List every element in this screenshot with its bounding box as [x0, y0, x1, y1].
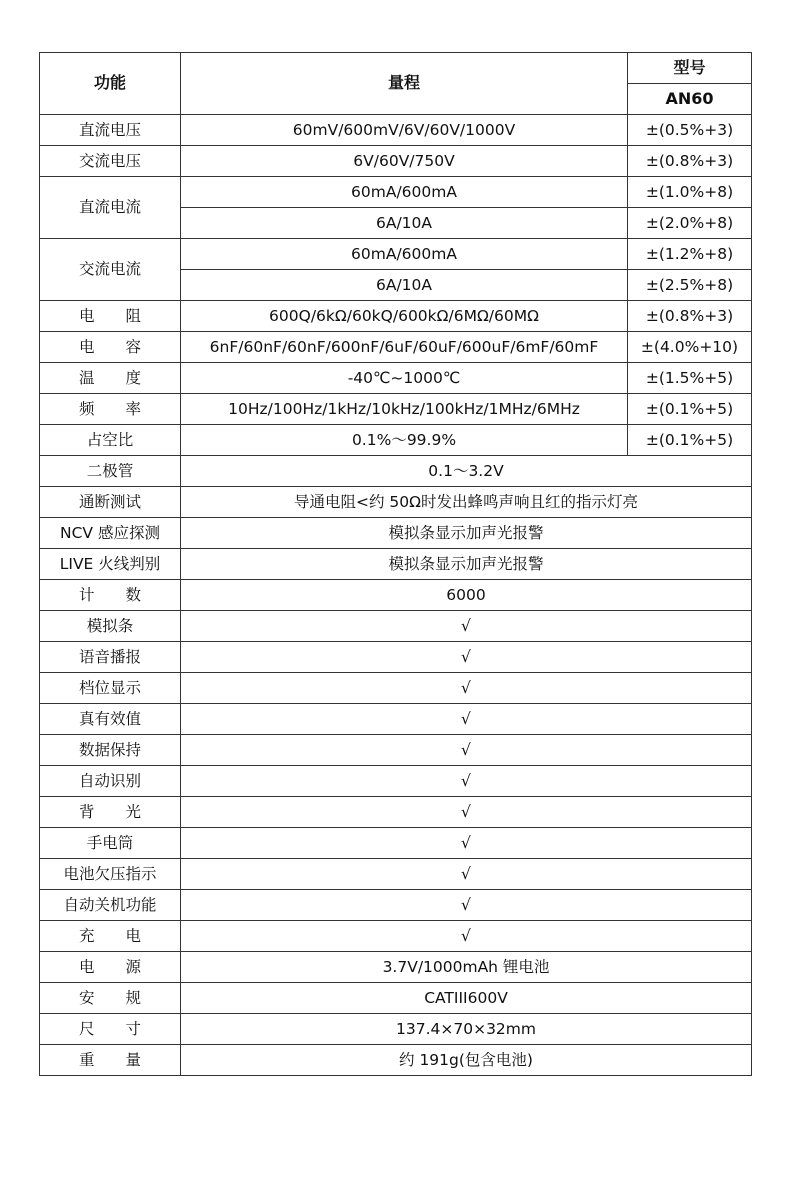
feature-name: LIVE 火线判别	[40, 549, 181, 580]
table-row	[40, 177, 752, 208]
feature-row	[40, 611, 752, 642]
feature-value: √	[181, 673, 752, 704]
feature-name: 二极管	[40, 456, 181, 487]
row-name: 电 容	[40, 332, 181, 363]
feature-name: 计 数	[40, 580, 181, 611]
feature-row	[40, 983, 752, 1014]
row-range: 0.1%～99.9%	[181, 425, 628, 456]
spec-table	[39, 52, 752, 1076]
feature-name: 安 规	[40, 983, 181, 1014]
row-name: 温 度	[40, 363, 181, 394]
feature-name: 自动关机功能	[40, 890, 181, 921]
row-accuracy: ±(4.0%+10)	[628, 332, 752, 363]
row-name: 直流电压	[40, 115, 181, 146]
row-accuracy: ±(1.2%+8)	[628, 239, 752, 270]
feature-row	[40, 797, 752, 828]
feature-row	[40, 735, 752, 766]
feature-value: 3.7V/1000mAh 锂电池	[181, 952, 752, 983]
header-range: 量程	[181, 53, 628, 115]
feature-row	[40, 518, 752, 549]
feature-name: 手电筒	[40, 828, 181, 859]
feature-name: 背 光	[40, 797, 181, 828]
feature-value: 模拟条显示加声光报警	[181, 518, 752, 549]
row-range: 10Hz/100Hz/1kHz/10kHz/100kHz/1MHz/6MHz	[181, 394, 628, 425]
row-range: 6V/60V/750V	[181, 146, 628, 177]
table-row	[40, 394, 752, 425]
row-range: 6A/10A	[181, 208, 628, 239]
feature-value: 6000	[181, 580, 752, 611]
feature-name: 充 电	[40, 921, 181, 952]
row-accuracy: ±(0.1%+5)	[628, 425, 752, 456]
table-row	[40, 146, 752, 177]
header-model: AN60	[628, 84, 752, 115]
feature-name: 真有效值	[40, 704, 181, 735]
feature-value: √	[181, 766, 752, 797]
feature-value: √	[181, 890, 752, 921]
table-row	[40, 425, 752, 456]
row-range: -40℃~1000℃	[181, 363, 628, 394]
feature-row	[40, 456, 752, 487]
feature-name: 数据保持	[40, 735, 181, 766]
feature-name: 重 量	[40, 1045, 181, 1076]
row-accuracy: ±(0.5%+3)	[628, 115, 752, 146]
feature-row	[40, 673, 752, 704]
feature-name: 自动识别	[40, 766, 181, 797]
feature-rows	[40, 456, 752, 1076]
header-function: 功能	[40, 53, 181, 115]
feature-row	[40, 549, 752, 580]
table-row	[40, 301, 752, 332]
feature-row	[40, 580, 752, 611]
feature-value: 0.1～3.2V	[181, 456, 752, 487]
row-name: 直流电流	[40, 177, 181, 239]
feature-row	[40, 890, 752, 921]
table-row	[40, 363, 752, 394]
row-range: 60mA/600mA	[181, 177, 628, 208]
feature-value: √	[181, 797, 752, 828]
header-row	[40, 53, 752, 84]
feature-name: NCV 感应探测	[40, 518, 181, 549]
feature-row	[40, 1045, 752, 1076]
row-accuracy: ±(0.8%+3)	[628, 301, 752, 332]
feature-value: √	[181, 921, 752, 952]
row-range: 60mA/600mA	[181, 239, 628, 270]
row-name: 频 率	[40, 394, 181, 425]
feature-value: CATIII600V	[181, 983, 752, 1014]
table-row	[40, 115, 752, 146]
feature-name: 语音播报	[40, 642, 181, 673]
feature-name: 电 源	[40, 952, 181, 983]
feature-row	[40, 704, 752, 735]
row-accuracy: ±(0.1%+5)	[628, 394, 752, 425]
feature-name: 模拟条	[40, 611, 181, 642]
row-accuracy: ±(0.8%+3)	[628, 146, 752, 177]
feature-name: 档位显示	[40, 673, 181, 704]
row-range: 6nF/60nF/60nF/600nF/6uF/60uF/600uF/6mF/60mF	[181, 332, 628, 363]
feature-name: 尺 寸	[40, 1014, 181, 1045]
table-row	[40, 332, 752, 363]
row-accuracy: ±(2.5%+8)	[628, 270, 752, 301]
feature-row	[40, 642, 752, 673]
feature-value: √	[181, 642, 752, 673]
feature-row	[40, 859, 752, 890]
feature-value: √	[181, 611, 752, 642]
feature-value: √	[181, 828, 752, 859]
row-name: 电 阻	[40, 301, 181, 332]
feature-row	[40, 828, 752, 859]
feature-value: 导通电阻<约 50Ω时发出蜂鸣声响且红的指示灯亮	[181, 487, 752, 518]
feature-row	[40, 1014, 752, 1045]
feature-value: 137.4×70×32mm	[181, 1014, 752, 1045]
feature-value: 模拟条显示加声光报警	[181, 549, 752, 580]
feature-row	[40, 952, 752, 983]
feature-value: √	[181, 735, 752, 766]
header-model-label: 型号	[628, 53, 752, 84]
feature-value: 约 191g(包含电池)	[181, 1045, 752, 1076]
table-row	[40, 239, 752, 270]
feature-row	[40, 487, 752, 518]
feature-value: √	[181, 704, 752, 735]
row-name: 交流电流	[40, 239, 181, 301]
row-range: 60mV/600mV/6V/60V/1000V	[181, 115, 628, 146]
row-accuracy: ±(2.0%+8)	[628, 208, 752, 239]
feature-row	[40, 921, 752, 952]
feature-name: 通断测试	[40, 487, 181, 518]
feature-value: √	[181, 859, 752, 890]
feature-name: 电池欠压指示	[40, 859, 181, 890]
row-range: 6A/10A	[181, 270, 628, 301]
feature-row	[40, 766, 752, 797]
row-accuracy: ±(1.0%+8)	[628, 177, 752, 208]
row-range: 600Q/6kΩ/60kQ/600kΩ/6MΩ/60MΩ	[181, 301, 628, 332]
row-accuracy: ±(1.5%+5)	[628, 363, 752, 394]
row-name: 占空比	[40, 425, 181, 456]
row-name: 交流电压	[40, 146, 181, 177]
